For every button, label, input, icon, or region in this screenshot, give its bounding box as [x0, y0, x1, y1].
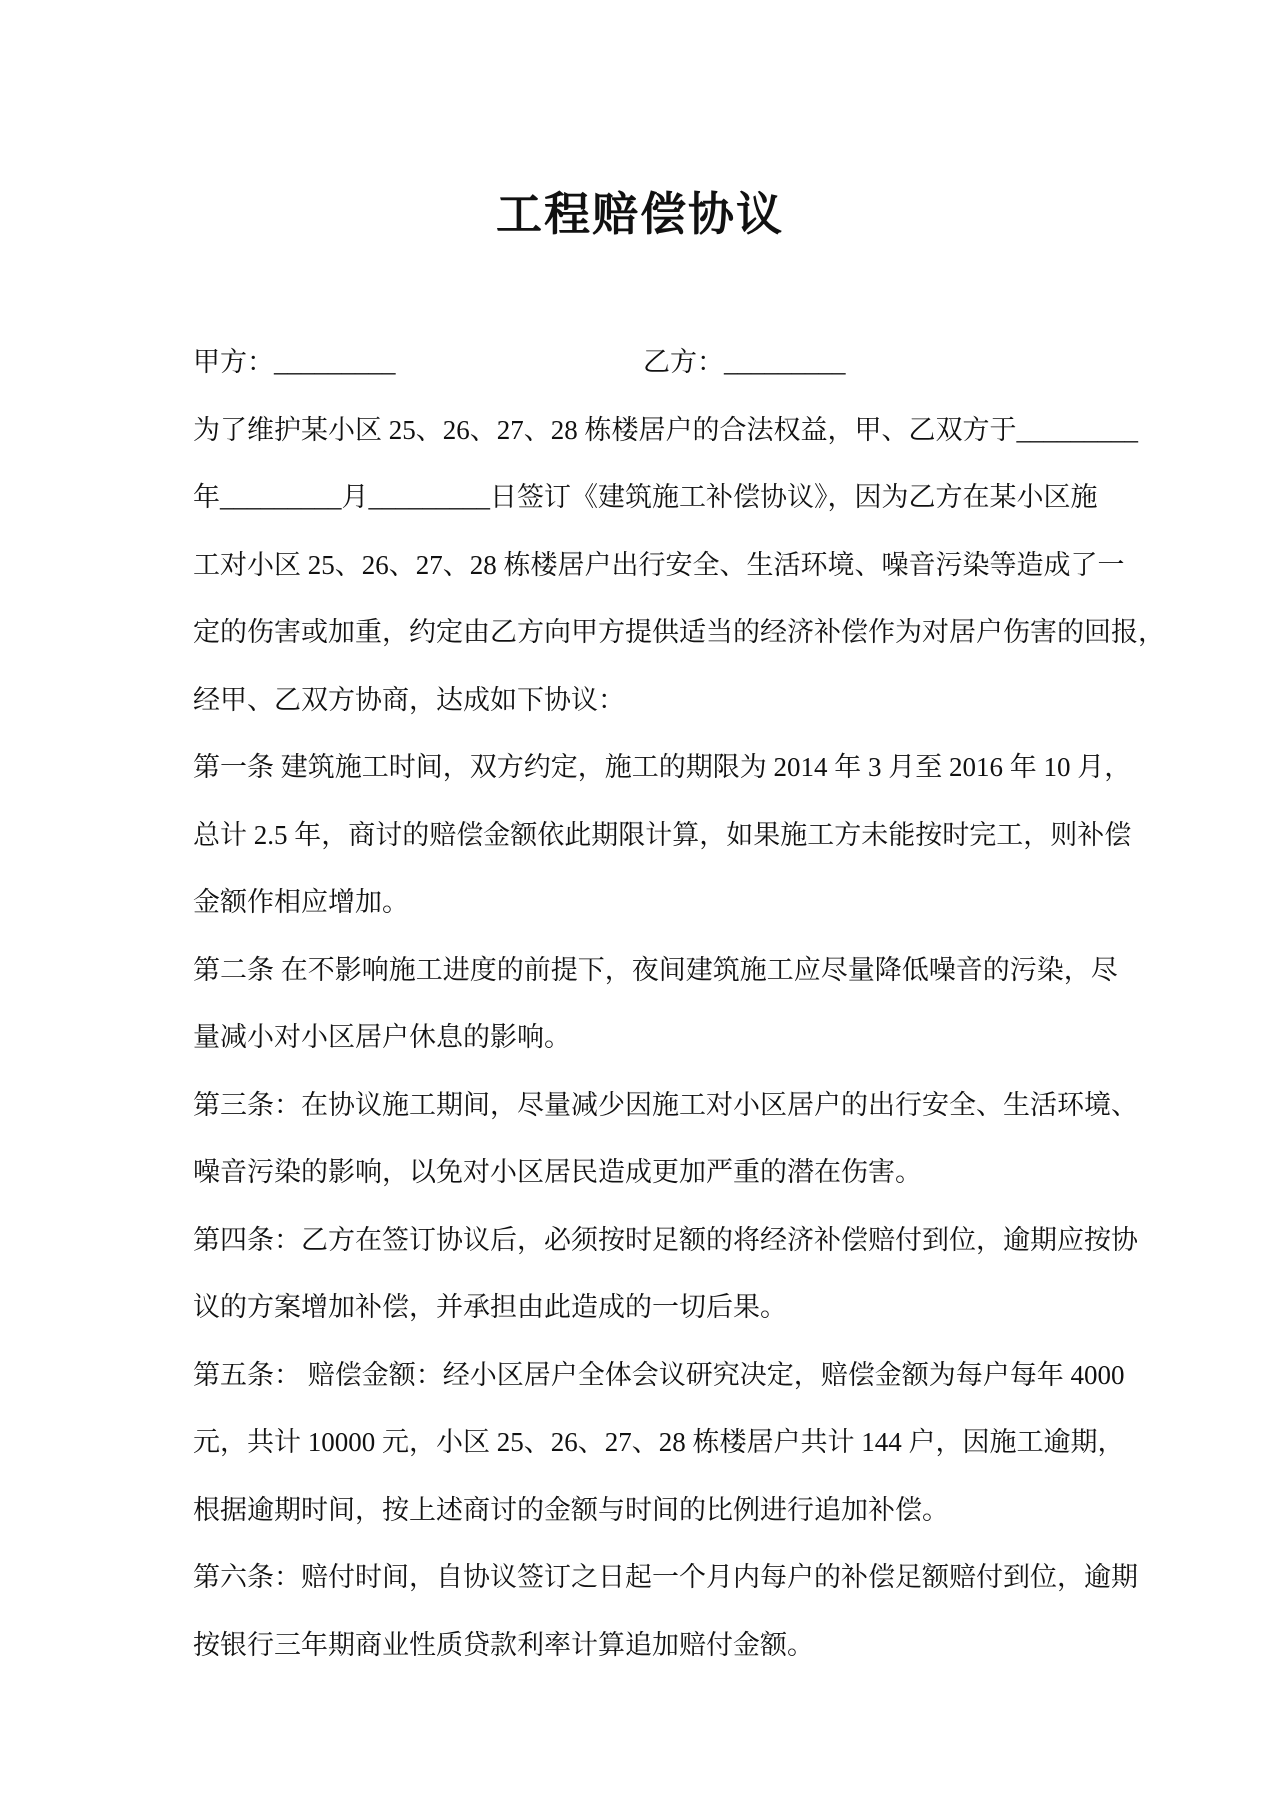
text-line: 第六条：赔付时间，自协议签订之日起一个月内每户的补偿足额赔付到位，逾期 [193, 1562, 1138, 1592]
party-b-field: 乙方：_________ [643, 347, 846, 377]
text-line: 第一条 建筑施工时间，双方约定，施工的期限为 2014 年 3 月至 2016 年 10 月， [193, 752, 1132, 782]
text-line: 经甲、乙双方协商，达成如下协议： [193, 684, 625, 715]
text-line: 第三条：在协议施工期间，尽量减少因施工对小区居户的出行安全、生活环境、 [193, 1089, 1138, 1120]
clause-paragraph [193, 1218, 1138, 1353]
text-line: 议的方案增加补偿，并承担由此造成的一切后果。 [193, 1292, 787, 1322]
text-line: 第四条：乙方在签订协议后，必须按时足额的将经济补偿赔付到位，逾期应按协 [193, 1224, 1138, 1255]
text-line: 年_________月_________日签订《建筑施工补偿协议》，因为乙方在某小区施 [193, 482, 1098, 512]
document-title: 工程赔偿协议 [496, 189, 784, 240]
clause-paragraph [193, 1083, 1138, 1218]
clause-paragraph [193, 1353, 1125, 1556]
parties-row [193, 340, 1093, 408]
clause-paragraph [193, 948, 1118, 1083]
clause-paragraph [193, 745, 1132, 948]
document-body [193, 340, 1165, 1690]
agreement-clauses [193, 408, 1165, 1691]
text-line: 第五条： 赔偿金额：经小区居户全体会议研究决定，赔偿金额为每户每年 4000 [193, 1359, 1125, 1390]
preamble-paragraph [193, 408, 1165, 746]
text-line: 元，共计 10000 元，小区 25、26、27、28 栋楼居户共计 144 户，因施工逾期， [193, 1427, 1125, 1457]
text-line: 金额作相应增加。 [193, 887, 409, 917]
text-line: 总计 2.5 年，商讨的赔偿金额依此期限计算，如果施工方未能按时完工，则补偿 [193, 819, 1132, 850]
text-line: 第二条 在不影响施工进度的前提下，夜间建筑施工应尽量降低噪音的污染，尽 [193, 954, 1118, 985]
text-line: 为了维护某小区 25、26、27、28 栋楼居户的合法权益，甲、乙双方于_________ [193, 414, 1138, 445]
text-line: 工对小区 25、26、27、28 栋楼居户出行安全、生活环境、噪音污染等造成了一 [193, 549, 1125, 580]
text-line: 定的伤害或加重，约定由乙方向甲方提供适当的经济补偿作为对居户伤害的回报， [193, 617, 1165, 647]
text-line: 量减小对小区居户休息的影响。 [193, 1022, 571, 1052]
party-a-field: 甲方：_________ [193, 347, 396, 377]
text-line: 按银行三年期商业性质贷款利率计算追加赔付金额。 [193, 1629, 814, 1660]
text-line: 噪音污染的影响，以免对小区居民造成更加严重的潜在伤害。 [193, 1157, 922, 1187]
clause-paragraph [193, 1555, 1138, 1690]
text-line: 根据逾期时间，按上述商讨的金额与时间的比例进行追加补偿。 [193, 1494, 949, 1525]
